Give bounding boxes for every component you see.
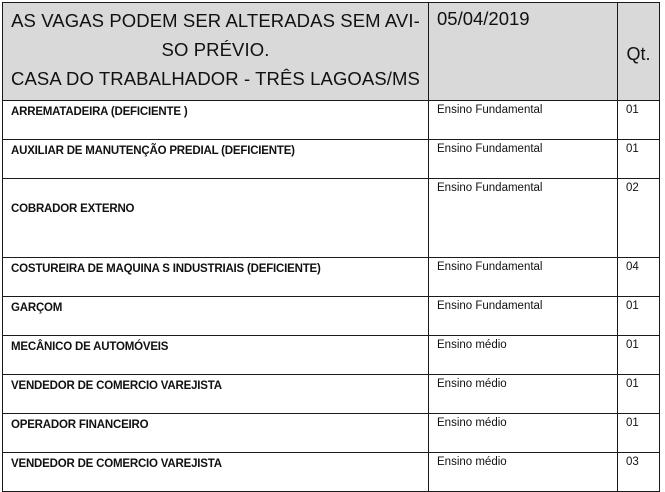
- job-vacancies-table: [2, 2, 660, 492]
- job-vacancies-sheet: [2, 2, 659, 492]
- table-row: [3, 297, 660, 336]
- job-title-cell: MECÂNICO DE AUTOMÓVEIS: [3, 336, 429, 375]
- table-row: [3, 258, 660, 297]
- notice-title-cell: [3, 3, 429, 101]
- table-row: [3, 453, 660, 492]
- education-cell: Ensino médio: [429, 336, 618, 375]
- quantity-cell: 01: [618, 414, 660, 453]
- education-cell: Ensino médio: [429, 453, 618, 492]
- job-title-cell: COBRADOR EXTERNO: [3, 179, 429, 258]
- job-title-cell: GARÇOM: [3, 297, 429, 336]
- job-title-cell: VENDEDOR DE COMERCIO VAREJISTA: [3, 453, 429, 492]
- quantity-cell: 01: [618, 375, 660, 414]
- quantity-cell: 01: [618, 336, 660, 375]
- quantity-cell: 01: [618, 101, 660, 140]
- quantity-cell: 03: [618, 453, 660, 492]
- job-title-cell: OPERADOR FINANCEIRO: [3, 414, 429, 453]
- education-cell: Ensino Fundamental: [429, 101, 618, 140]
- education-cell: Ensino médio: [429, 375, 618, 414]
- quantity-cell: 02: [618, 179, 660, 258]
- education-cell: Ensino Fundamental: [429, 297, 618, 336]
- quantity-cell: 01: [618, 140, 660, 179]
- quantity-header: Qt.: [618, 3, 660, 101]
- quantity-cell: 04: [618, 258, 660, 297]
- quantity-cell: 01: [618, 297, 660, 336]
- notice-title-line-3: CASA DO TRABALHADOR - TRÊS LAGOAS/MS: [11, 68, 420, 89]
- table-row: [3, 140, 660, 179]
- table-row: [3, 375, 660, 414]
- table-row: [3, 336, 660, 375]
- job-title-cell: ARREMATADEIRA (DEFICIENTE ): [3, 101, 429, 140]
- header-row: [3, 3, 660, 101]
- notice-title-line-1: AS VAGAS PODEM SER ALTERADAS SEM AVI-: [11, 10, 420, 31]
- education-cell: Ensino Fundamental: [429, 258, 618, 297]
- education-cell: Ensino Fundamental: [429, 140, 618, 179]
- table-row: [3, 101, 660, 140]
- education-cell: Ensino médio: [429, 414, 618, 453]
- education-cell: Ensino Fundamental: [429, 179, 618, 258]
- job-title-cell: COSTUREIRA DE MAQUINA S INDUSTRIAIS (DEFICIENTE): [3, 258, 429, 297]
- table-row: [3, 414, 660, 453]
- job-title-cell: AUXILIAR DE MANUTENÇÃO PREDIAL (DEFICIENTE): [3, 140, 429, 179]
- job-title-cell: VENDEDOR DE COMERCIO VAREJISTA: [3, 375, 429, 414]
- notice-title-line-2: SO PRÉVIO.: [161, 39, 270, 60]
- table-row: [3, 179, 660, 258]
- date-header: 05/04/2019: [429, 3, 618, 101]
